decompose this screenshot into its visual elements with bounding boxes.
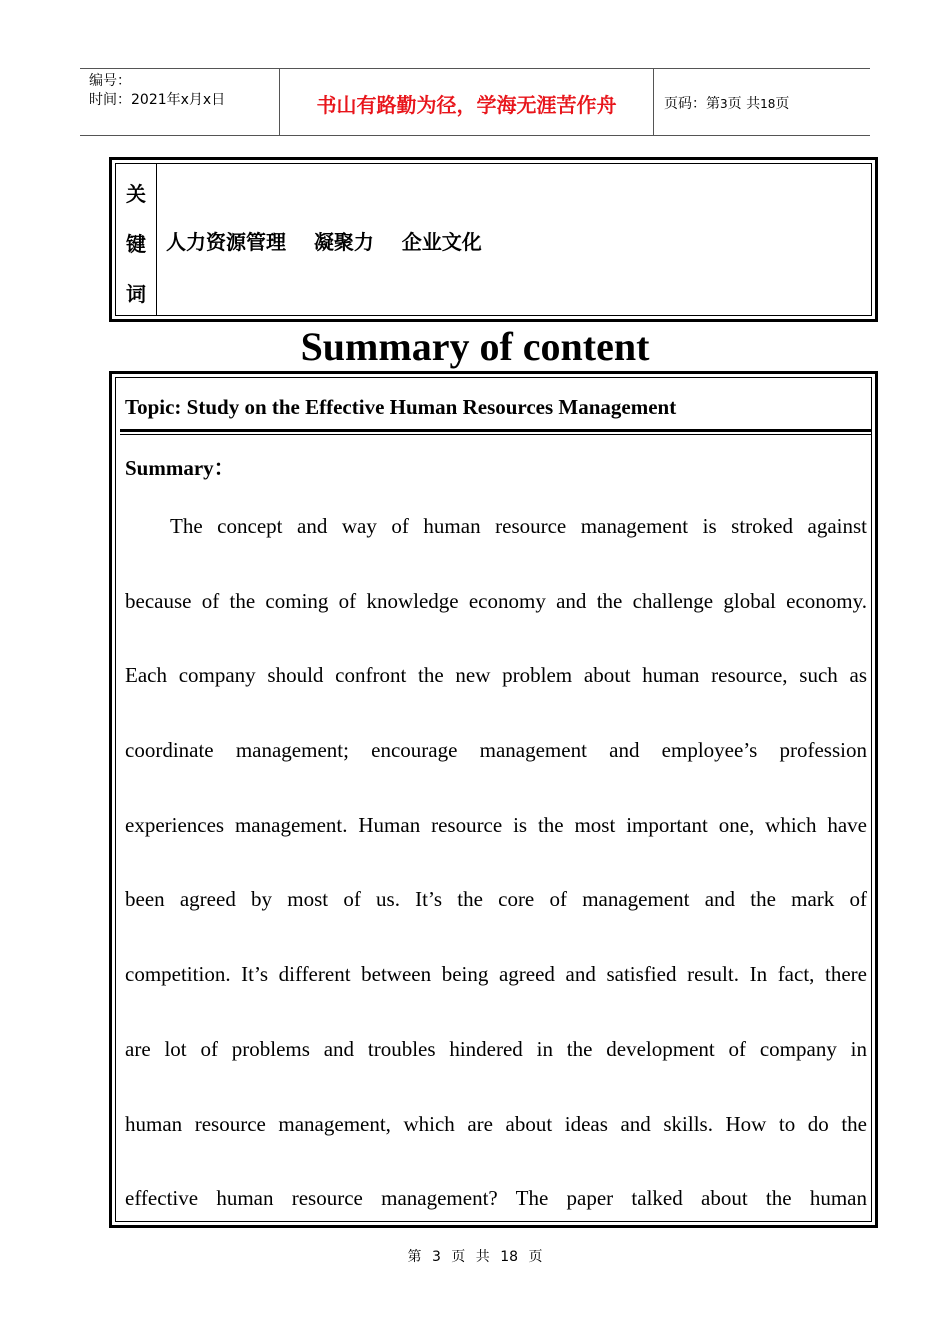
divider: [120, 429, 871, 432]
page-mid: 页 共: [727, 96, 761, 112]
keywords-label-char: 词: [126, 282, 146, 306]
code-label: 编号：: [89, 73, 131, 89]
header-motto: 书山有路勤为径，学海无涯苦作舟: [280, 69, 654, 135]
summary-line: are lot of problems and troubles hindered in the development of company in: [125, 1036, 867, 1061]
page-current: 3: [720, 97, 728, 111]
time-label: 时间：2021年x月x日: [89, 92, 226, 108]
keywords-text: 人力资源管理 凝聚力 企业文化: [166, 230, 482, 254]
summary-body: [125, 489, 867, 1236]
page-title: Summary of content: [300, 324, 650, 369]
summary-line: The concept and way of human resource management is stroked against: [170, 514, 867, 538]
summary-line: because of the coming of knowledge economy and the challenge global economy.: [125, 588, 867, 613]
keywords-label: [116, 164, 157, 315]
page-header: [80, 68, 870, 136]
page-prefix: 页码：第: [664, 96, 720, 112]
summary-line: been agreed by most of us. It’s the core of management and the mark of: [125, 887, 867, 912]
summary-line: experiences management. Human resource is the most important one, which have: [125, 812, 867, 837]
summary-line: effective human resource management? The paper talked about the human: [125, 1186, 867, 1211]
divider: [120, 434, 871, 435]
header-meta: [80, 69, 280, 135]
summary-line: human resource management, which are about ideas and skills. How to do the: [125, 1111, 867, 1136]
page-total: 18: [760, 97, 776, 111]
summary-line: Each company should confront the new problem about human resource, such as: [125, 663, 867, 688]
header-page-info: [654, 69, 870, 135]
summary-box: [109, 371, 878, 1228]
summary-label: Summary：: [125, 456, 235, 480]
summary-line: competition. It’s different between being agreed and satisfied result. In fact, there: [125, 962, 867, 987]
page-suffix: 页: [775, 96, 790, 112]
keywords-label-char: 关: [126, 182, 146, 206]
keywords-box: [109, 157, 878, 322]
keywords-label-char: 键: [126, 232, 146, 256]
summary-line: coordinate management; encourage management and employee’s profession: [125, 738, 867, 763]
topic-heading: Topic: Study on the Effective Human Resources Management: [125, 395, 677, 419]
page-footer: 第 3 页 共 18 页: [407, 1249, 543, 1265]
